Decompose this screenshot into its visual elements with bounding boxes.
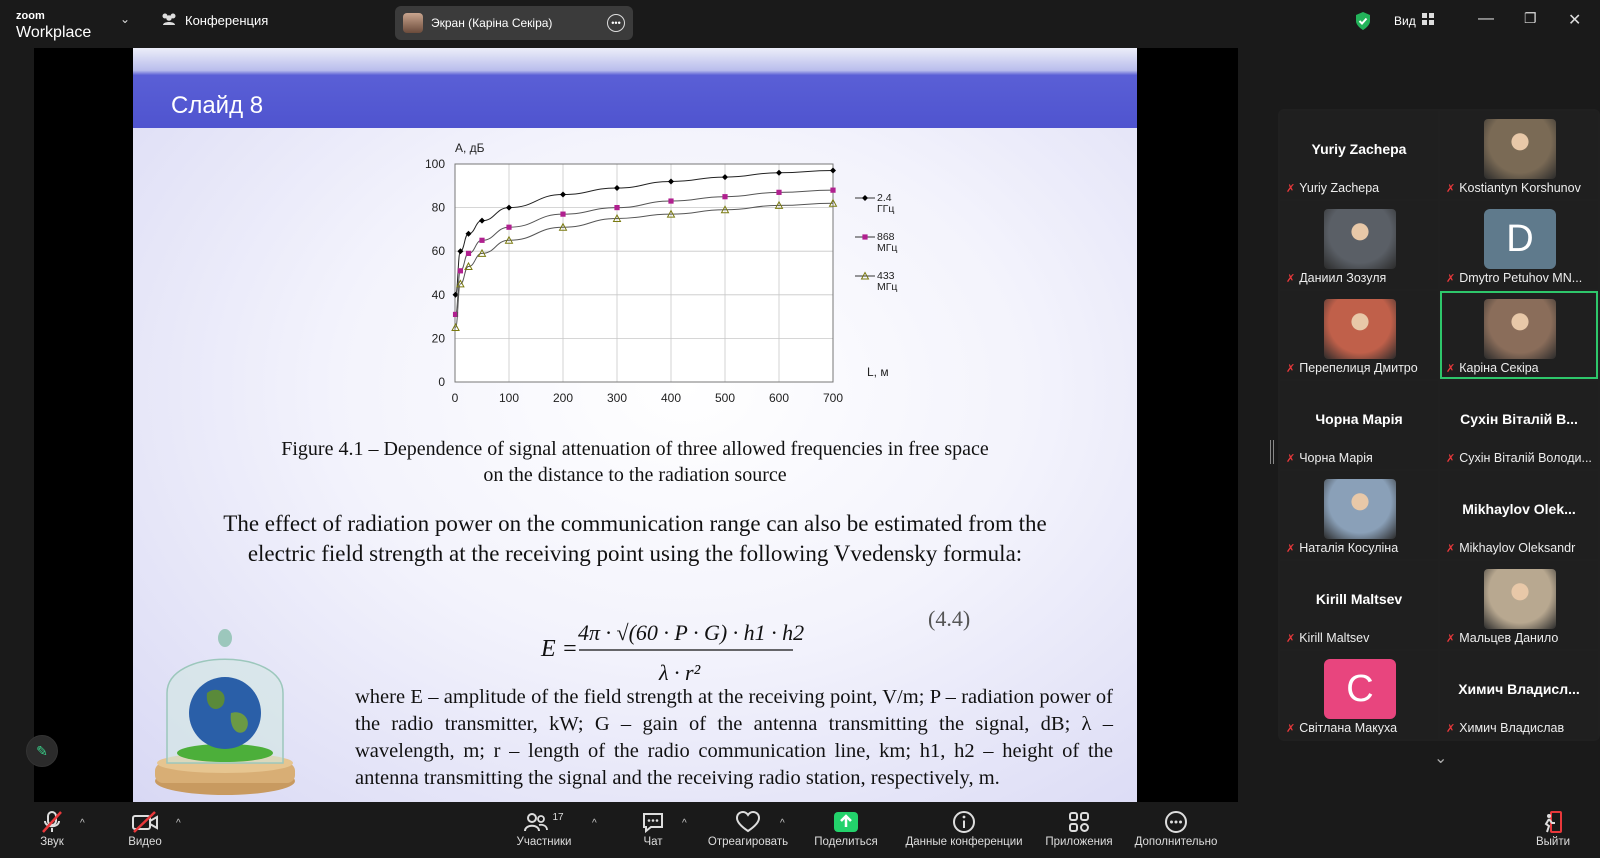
view-button[interactable] [1394,13,1434,28]
mic-muted-icon: ✗ [1446,722,1456,735]
react-options-caret[interactable]: ^ [780,818,785,829]
video-off-icon [124,808,166,836]
data-point [560,212,565,217]
shield-check-icon[interactable] [1354,11,1372,36]
mic-muted-icon: ✗ [1286,362,1296,375]
participant-name-bar [1286,631,1434,645]
heart-icon [704,808,792,836]
y-tick-label: 100 [424,157,445,171]
screen-share-indicator[interactable] [395,6,633,40]
globe-bell-jar-image [145,613,305,803]
data-point [722,194,727,199]
restore-icon[interactable]: ❐ [1524,10,1537,26]
meeting-info-button[interactable] [900,808,1028,848]
participant-tile[interactable] [1440,291,1598,379]
participant-tile[interactable] [1280,291,1438,379]
participant-name: Каріна Секіра [1459,361,1539,375]
body-text-line1: The effect of radiation power on the communication range can also be estimated from the [223,511,1047,536]
participant-name-bar [1446,631,1594,645]
minimize-icon[interactable]: — [1478,10,1494,27]
participant-tile[interactable] [1280,111,1438,199]
x-tick-label: 700 [822,391,844,405]
mic-muted-icon: ✗ [1446,362,1456,375]
participants-gallery [1278,109,1600,741]
data-point [830,188,835,193]
formula-explanation [305,684,1113,792]
participant-tile[interactable] [1440,201,1598,289]
participant-name-bar [1446,721,1594,735]
leave-icon [1530,808,1576,836]
x-tick-label: 100 [498,391,520,405]
conference-button[interactable] [160,12,268,29]
mic-muted-icon: ✗ [1286,272,1296,285]
participant-name-bar [1446,361,1594,375]
formula-denominator: λ · r² [659,660,701,685]
audio-button[interactable] [32,808,72,848]
chat-icon [634,808,672,836]
more-icon [1128,808,1224,836]
participant-name: Наталія Косуліна [1299,541,1399,555]
data-point [466,251,471,256]
leave-button[interactable] [1530,808,1576,848]
participant-display-name: Yuriy Zachepa [1311,141,1407,157]
meeting-toolbar [0,802,1600,858]
participant-name: Перепелиця Дмитро [1299,361,1418,375]
x-tick-label: 500 [714,391,736,405]
body-text-line2: electric field strength at the receiving point using the following Vvedensky formula: [247,541,1023,566]
legend-label-unit: МГц [877,281,898,293]
mic-muted-icon [32,808,72,836]
participant-name: Даниил Зозуля [1299,271,1387,285]
mic-muted-icon: ✗ [1446,542,1456,555]
participant-video-thumbnail [1484,569,1556,629]
participant-video-thumbnail [1324,299,1396,359]
conference-label: Конференция [185,13,269,28]
participant-name: Yuriy Zachepa [1299,181,1380,195]
audio-options-caret[interactable]: ^ [80,818,85,829]
chart-x-axis-label: L, м [867,365,889,379]
panel-resize-handle[interactable] [1270,440,1274,464]
participant-name-bar [1446,181,1594,195]
legend-label-unit: МГц [877,242,898,254]
participant-video-thumbnail [1324,479,1396,539]
screen-share-label: Экран (Каріна Секіра) [431,16,553,30]
mic-muted-icon: ✗ [1286,632,1296,645]
participant-name-bar [1286,541,1434,555]
participant-name-bar [1286,361,1434,375]
x-tick-label: 0 [451,391,459,405]
formula-lhs: E = [541,636,578,662]
pencil-icon: ✎ [36,742,48,759]
audio-label: Звук [40,836,64,848]
logo-line2: Workplace [16,24,92,41]
participants-button[interactable] [512,808,576,848]
participants-icon [512,808,576,836]
chat-button[interactable] [634,808,672,848]
video-label: Видео [128,836,162,848]
x-tick-label: 200 [552,391,574,405]
participant-initial-avatar: C [1324,659,1396,719]
mic-muted-icon: ✗ [1286,452,1296,465]
participant-tile[interactable] [1440,111,1598,199]
participant-name: Світлана Макуха [1299,721,1398,735]
participant-tile[interactable] [1440,651,1598,739]
react-label: Отреагировать [707,836,789,848]
y-tick-label: 0 [438,375,445,389]
react-button[interactable] [704,808,792,848]
apps-icon [1038,808,1120,836]
participant-display-name: Чорна Марія [1315,411,1403,427]
apps-button[interactable] [1038,808,1120,848]
participant-name-bar [1446,451,1594,465]
participant-name: Мальцев Данило [1459,631,1559,645]
mic-muted-icon: ✗ [1286,542,1296,555]
mic-muted-icon: ✗ [1286,182,1296,195]
mic-muted-icon: ✗ [1286,722,1296,735]
participant-name-bar [1286,181,1434,195]
data-point [479,238,484,243]
mic-muted-icon: ✗ [1446,182,1456,195]
mic-muted-icon: ✗ [1446,272,1456,285]
video-button[interactable] [124,808,166,848]
participant-name: Химич Владислав [1459,721,1565,735]
participant-name: Kostiantyn Korshunov [1459,181,1581,195]
participant-video-thumbnail [1324,209,1396,269]
slide-header-band [133,48,1137,128]
data-point [458,268,463,273]
attenuation-chart [415,136,898,466]
mic-muted-icon: ✗ [1446,452,1456,465]
participant-name-bar [1286,451,1434,465]
participant-display-name: Химич Владисл... [1458,681,1580,697]
participant-display-name: Сухін Віталій В... [1460,411,1578,427]
data-point [776,190,781,195]
figure-caption-line2: on the distance to the radiation source [483,464,787,486]
participant-tile[interactable] [1280,651,1438,739]
zoom-logo[interactable] [16,7,91,41]
formula-numerator: 4π · √(60 · P · G) · h1 · h2 [578,620,805,645]
presentation-slide [133,48,1137,802]
info-icon [900,808,1028,836]
participant-name: Сухін Віталій Володи... [1459,451,1592,465]
vvedensky-formula [541,586,805,686]
chart-legend [855,192,897,293]
figure-caption-line1: Figure 4.1 – Dependence of signal attenuation of three allowed frequencies in free space [281,438,989,460]
people-icon [160,12,178,29]
participant-name-bar [1446,541,1594,555]
legend-marker [862,195,868,201]
participant-video-thumbnail [1484,299,1556,359]
legend-marker [862,234,867,239]
participant-display-name: Kirill Maltsev [1315,591,1403,607]
participants-options-caret[interactable]: ^ [592,818,597,829]
view-label: Вид [1394,13,1416,28]
share-button[interactable] [806,808,886,848]
more-options-icon[interactable]: ••• [607,14,625,32]
participant-tile[interactable] [1280,381,1438,469]
apps-label: Приложения [1045,836,1113,848]
meeting-info-label: Данные конференции [905,836,1023,848]
x-tick-label: 400 [660,391,682,405]
legend-label: 433 [877,270,895,282]
participants-count: 17 [552,811,564,823]
data-point [668,198,673,203]
participant-name: Mikhaylov Oleksandr [1459,541,1576,555]
participant-name: Чорна Марія [1299,451,1373,465]
chart-y-axis-label: A, дБ [455,141,485,155]
y-tick-label: 60 [431,244,445,259]
slide-title: Слайд 8 [171,92,264,119]
chart-grid [455,164,833,382]
x-tick-label: 600 [768,391,790,405]
legend-label: 868 [877,231,895,243]
chat-options-caret[interactable]: ^ [682,818,687,829]
legend-label-unit: ГГц [877,203,895,215]
participant-initial-avatar: D [1484,209,1556,269]
top-bar [0,0,1600,44]
y-tick-label: 40 [431,287,445,302]
participant-display-name: Mikhaylov Olek... [1462,501,1576,517]
grid-view-icon [1422,13,1434,28]
participant-tile[interactable] [1280,201,1438,289]
y-tick-label: 20 [431,331,445,346]
more-button[interactable] [1128,808,1224,848]
participant-tile[interactable] [1280,561,1438,649]
participant-tile[interactable] [1440,381,1598,469]
data-point [614,205,619,210]
data-point [506,225,511,230]
participant-tile[interactable] [1440,471,1598,559]
chevron-down-icon[interactable]: ⌄ [1434,750,1448,767]
leave-label: Выйти [1535,836,1571,848]
video-options-caret[interactable]: ^ [176,818,181,829]
share-screen-icon [806,808,886,836]
logo-line1: zoom [16,10,45,22]
y-tick-label: 80 [431,200,445,215]
mic-muted-icon: ✗ [1446,632,1456,645]
plot-background [455,164,833,382]
participant-video-thumbnail [1484,119,1556,179]
participant-name: Kirill Maltsev [1299,631,1370,645]
legend-label: 2.4 [877,192,892,204]
close-icon[interactable]: ✕ [1568,12,1582,29]
participant-name-bar [1446,271,1594,285]
participant-name: Dmytro Petuhov MN... [1459,271,1583,285]
participant-name-bar [1286,271,1434,285]
where-text: where E – amplitude of the field strength at the receiving point, V/m; P – radiation power of the radio transmitter, kW; G – gain of the antenna transmitting the signal, dB; λ – wavelength, m; r – length of the radio communication line, km; h1, h2 – height of the antenna transmitting the signal and the receiving radio station, respectively, m. [355,686,1113,789]
annotate-pencil-button[interactable] [26,735,58,767]
more-label: Дополнительно [1134,836,1218,848]
participants-label: Участники [516,836,572,848]
participant-name-bar [1286,721,1434,735]
participant-tile[interactable] [1440,561,1598,649]
x-tick-label: 300 [606,391,628,405]
chat-label: Чат [643,836,663,848]
chevron-down-icon[interactable]: ⌄ [120,12,131,26]
equation-number: (4.4) [928,606,971,631]
share-label: Поделиться [814,836,878,848]
participant-tile[interactable] [1280,471,1438,559]
presenter-avatar [403,13,423,33]
